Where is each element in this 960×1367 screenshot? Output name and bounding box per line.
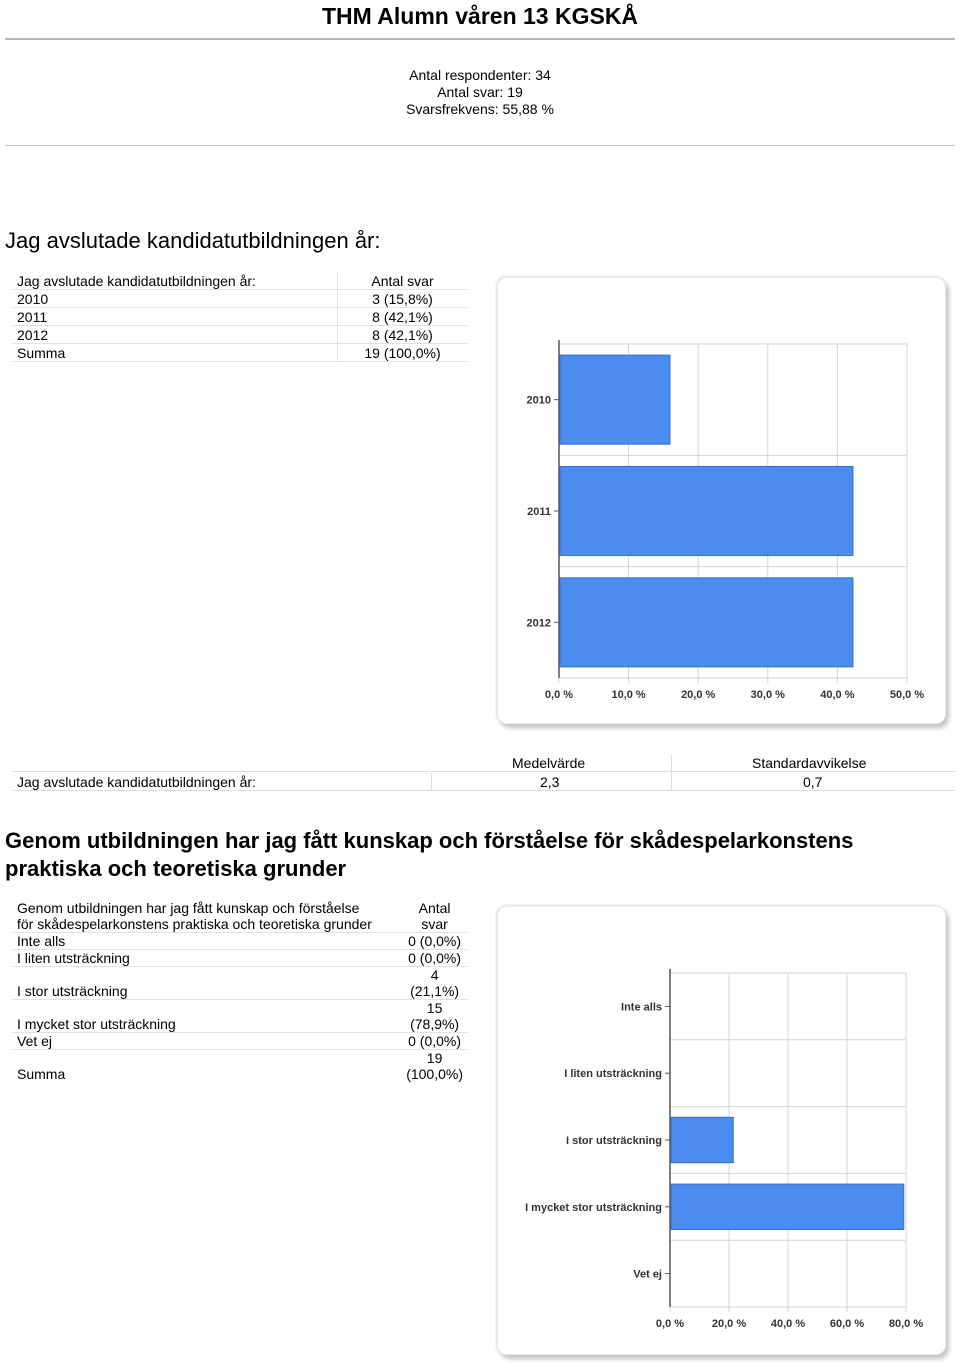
bar-chart-year	[498, 278, 945, 723]
table-row	[13, 1000, 467, 1033]
row-value	[402, 1000, 467, 1033]
table-row	[13, 325, 467, 343]
bar	[671, 1117, 733, 1162]
table-row	[13, 1033, 467, 1050]
row-value-line: (21,1%)	[410, 983, 460, 999]
response-stats	[0, 67, 960, 118]
row-label: 2011	[17, 308, 48, 325]
row-value-line: 0 (0,0%)	[408, 1033, 462, 1049]
row-label: I stor utsträckning	[17, 983, 128, 999]
chart-frame	[497, 906, 946, 1355]
row-value: 3 (15,8%)	[338, 289, 468, 307]
response-rate: Svarsfrekvens: 55,88 %	[406, 101, 554, 117]
question-heading: Jag avslutade kandidatutbildningen år:	[5, 228, 381, 253]
x-tick-label: 20,0 %	[681, 689, 716, 701]
x-tick-label: 0,0 %	[544, 689, 574, 701]
column-header-line: Genom utbildningen har jag fått kunskap och förståelse	[17, 900, 360, 916]
row-value	[402, 1033, 467, 1050]
row-label: 2010	[17, 290, 49, 307]
table-row	[13, 289, 467, 307]
category-label: Inte alls	[621, 1001, 662, 1014]
table-row	[13, 307, 467, 325]
bar	[560, 466, 853, 555]
x-tick-label: 60,0 %	[829, 1318, 865, 1330]
column-header-line: svar	[421, 916, 448, 932]
x-tick-label: 30,0 %	[750, 689, 785, 701]
row-label: Vet ej	[17, 1033, 53, 1049]
row-value-line: 4	[430, 967, 439, 983]
frequency-table	[13, 271, 467, 362]
category-label: 2011	[527, 506, 551, 518]
table-header-row	[13, 271, 467, 289]
chart-frame	[497, 277, 946, 724]
table-row	[13, 967, 467, 1000]
x-tick-label: 40,0 %	[770, 1318, 806, 1330]
category-label: I stor utsträckning	[566, 1135, 662, 1147]
x-tick-label: 10,0 %	[611, 689, 646, 701]
x-tick-label: 20,0 %	[711, 1318, 747, 1330]
x-tick-label: 50,0 %	[889, 689, 925, 701]
category-label: 2010	[526, 394, 551, 407]
row-label: Summa	[17, 344, 66, 361]
x-tick-label: 0,0 %	[655, 1318, 685, 1330]
x-tick-label: 80,0 %	[888, 1318, 924, 1330]
stats-table-bottom	[13, 790, 956, 791]
stats-divider	[5, 145, 955, 146]
column-header	[13, 900, 402, 933]
answers-count: Antal svar: 19	[437, 84, 523, 100]
x-tick-label: 40,0 %	[820, 689, 855, 701]
row-value	[402, 1050, 467, 1083]
bar	[560, 355, 670, 444]
row-value-line: 0 (0,0%)	[408, 933, 462, 949]
stats-table-divider	[13, 771, 956, 772]
stats-col-divider	[431, 773, 432, 790]
row-value	[402, 950, 467, 967]
table-row	[13, 343, 467, 361]
table-row	[13, 1050, 467, 1083]
bar	[560, 578, 853, 667]
frequency-table	[13, 900, 467, 1082]
category-label: 2012	[526, 617, 551, 630]
row-value	[402, 933, 467, 950]
row-label: I mycket stor utsträckning	[17, 1016, 176, 1032]
column-header: Antal svar	[338, 271, 468, 289]
sd-header: Standardavvikelse	[752, 755, 867, 771]
category-label: I liten utsträckning	[564, 1068, 662, 1081]
column-header: Jag avslutade kandidatutbildningen år:	[17, 272, 256, 289]
respondents-count: Antal respondenter: 34	[409, 67, 551, 83]
row-label: Inte alls	[17, 933, 66, 949]
page-title: THM Alumn våren 13 KGSKÅ	[321, 3, 639, 29]
row-label: Summa	[17, 1066, 66, 1082]
row-value	[402, 967, 467, 1000]
row-value: 19 (100,0%)	[338, 343, 468, 361]
sd-value: 0,7	[803, 774, 823, 790]
row-label: I liten utsträckning	[17, 950, 130, 966]
row-value-line: 0 (0,0%)	[408, 950, 462, 966]
column-header-line: för skådespelarkonstens praktiska och teoretiska grunder	[17, 916, 372, 932]
category-label: I mycket stor utsträckning	[525, 1201, 662, 1214]
row-label: 2012	[17, 326, 49, 343]
table-row	[13, 950, 467, 967]
category-label: Vet ej	[633, 1268, 662, 1281]
stats-row-label: Jag avslutade kandidatutbildningen år:	[17, 774, 256, 790]
bar	[671, 1184, 904, 1229]
row-value-line: (100,0%)	[406, 1066, 463, 1082]
column-header-line: Antal	[418, 900, 451, 916]
row-value-line: (78,9%)	[410, 1016, 460, 1032]
table-row	[13, 933, 467, 950]
table-header-row	[13, 900, 467, 933]
mean-value: 2,3	[540, 774, 560, 790]
stats-col-divider	[671, 755, 672, 790]
bar-chart-extent	[498, 907, 945, 1354]
mean-header: Medelvärde	[512, 755, 586, 771]
row-value: 8 (42,1%)	[338, 307, 468, 325]
column-header	[402, 900, 467, 933]
row-value: 8 (42,1%)	[338, 325, 468, 343]
header-divider	[5, 38, 955, 40]
row-value-line: 15	[426, 1000, 443, 1016]
row-value-line: 19	[426, 1050, 443, 1066]
question-heading: Genom utbildningen har jag fått kunskap och förståelse för skådespelarkonstens praktiska och teoretiska grunder	[5, 828, 854, 881]
